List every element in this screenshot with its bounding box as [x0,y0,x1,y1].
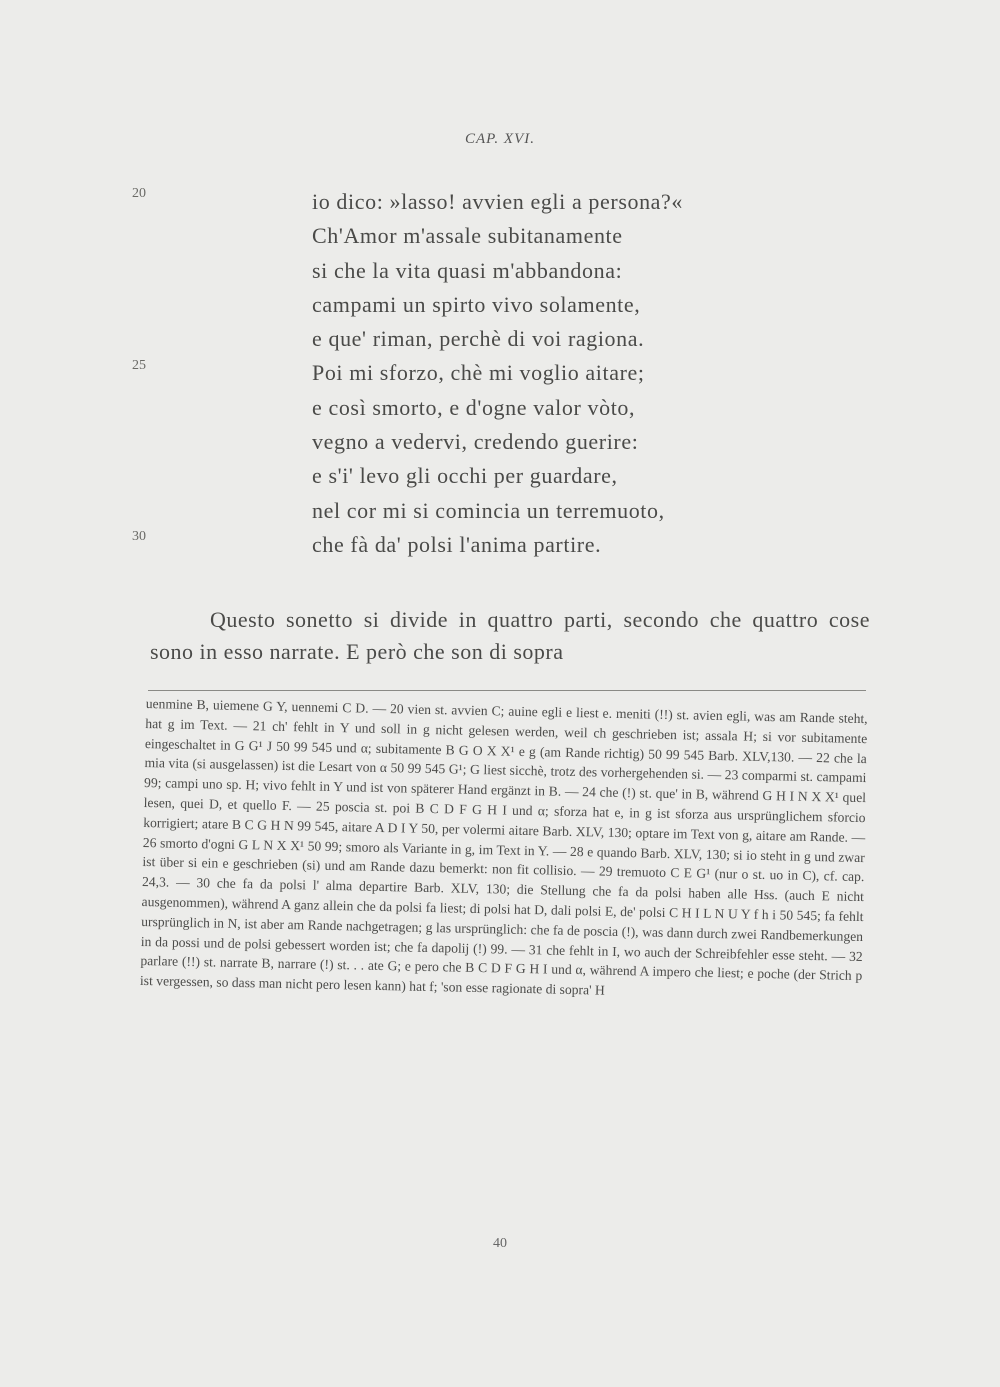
line-number-20: 20 [132,186,146,201]
verse-line: vegno a vedervi, credendo guerire: [312,429,639,455]
verse-line: che fà da' polsi l'anima partire. [312,531,602,557]
critical-apparatus-notes: uenmine B, uiemene G Y, uennemi C D. — 20 vien st. avvien C; auine egli e liest e. meniti (!!) st. avien egli, was am Rande steht, hat g im Text. — 21 ch' fehlt in Y und soll in g nicht gelesen werden, weil ch geschrieben ist; assala H; si vor subitamente eingeschaltet in G G¹ J 50 99 545 und α; subitamente B G O X X¹ e g (am Rande richtig) 50 99 545 Barb. XLV,130. — 22 che la mia vita (si ausgelassen) ist die Lesart von α 50 99 545 G¹; G liest sicchè, trotz des vorhergehenden si. — 23 comparmi st. campami 99; campi uno sp. H; vivo fehlt in Y und ist von späterer Hand ergänzt in B. — 24 che (!) st. que' in B, während G H I N X X¹ quel lesen, quei D, et quello F. — 25 poscia st. poi B C D F G H I und α; sforza hat e, in g ist sforza aus ursprünglichem sforcio korrigiert; atare B C G H N 99 545, aitare A D I Y 50, per volermi aitare Barb. XLV, 130; optare im Text von g, aitare am Rande. — 26 smorto d'ogni G L N X X¹ 50 99; smoro als Variante in g, im Text in Y. — 28 e quando Barb. XLV, 130; si io steht in g und zwar ist über si ein e geschrieben (si) und am Rande dazu bemerkt: non fit collisio. — 29 tremuoto C E G¹ (nur o st. uo in C), cf. cap. 24,3. — 30 che fa da polsi l' alma departire Barb. XLV, 130; die Stellung che fa da polsi haben alle Hss. (auch E nicht ausgenommen), während A ganz allein che da polsi fa liest; di polsi hat D, dali polsi E, de' polsi C H I L N U Y f h i 50 545; fa fehlt ursprünglich in N, ist aber am Rande nachgetragen; g las ursprünglich: che fa de poscia (!), was dann durch zwei Randbemerkungen in da possi und de polsi gebessert worden ist; che fa dapolij (!) 99. — 31 che fehlt in I, wo auch der Schreibfehler esse steht. — 32 parlare (!!) st. narrate B, narrare (!) st. . . ate G; e pero che B C D F G H I und α, während A impero che liest; e poche (der Strich p ist vergessen, so dass man nicht pero lesen kann) hat f; 'son esse ragionate di sopra' H [139,695,868,998]
chapter-header: CAP. XVI. [465,131,535,147]
verse-line: campami un spirto vivo solamente, [312,291,641,317]
verse-line: io dico: »lasso! avvien egli a persona?« [312,189,684,214]
verse-line: e così smorto, e d'ogne valor vòto, [312,394,636,420]
footnote-divider [148,690,866,691]
verse-line: nel cor mi si comincia un terremuoto, [312,497,665,523]
line-number-30: 30 [132,529,146,544]
prose-paragraph: Questo sonetto si divide in quattro parti, secondo che quattro cose sono in esso narrate. E però che son di sopra [150,607,870,664]
verse-line: e que' riman, perchè di voi ragiona. [312,326,645,352]
verse-line: Poi mi sforzo, chè mi voglio aitare; [312,360,645,386]
page-number: 40 [493,1236,507,1251]
verse-line: si che la vita quasi m'abbandona: [312,257,623,283]
line-number-25: 25 [132,358,146,373]
verse-line: Ch'Amor m'assale subitanamente [312,223,623,249]
sonnet-verses [312,185,832,562]
verse-line: e s'i' levo gli occhi per guardare, [312,463,618,489]
